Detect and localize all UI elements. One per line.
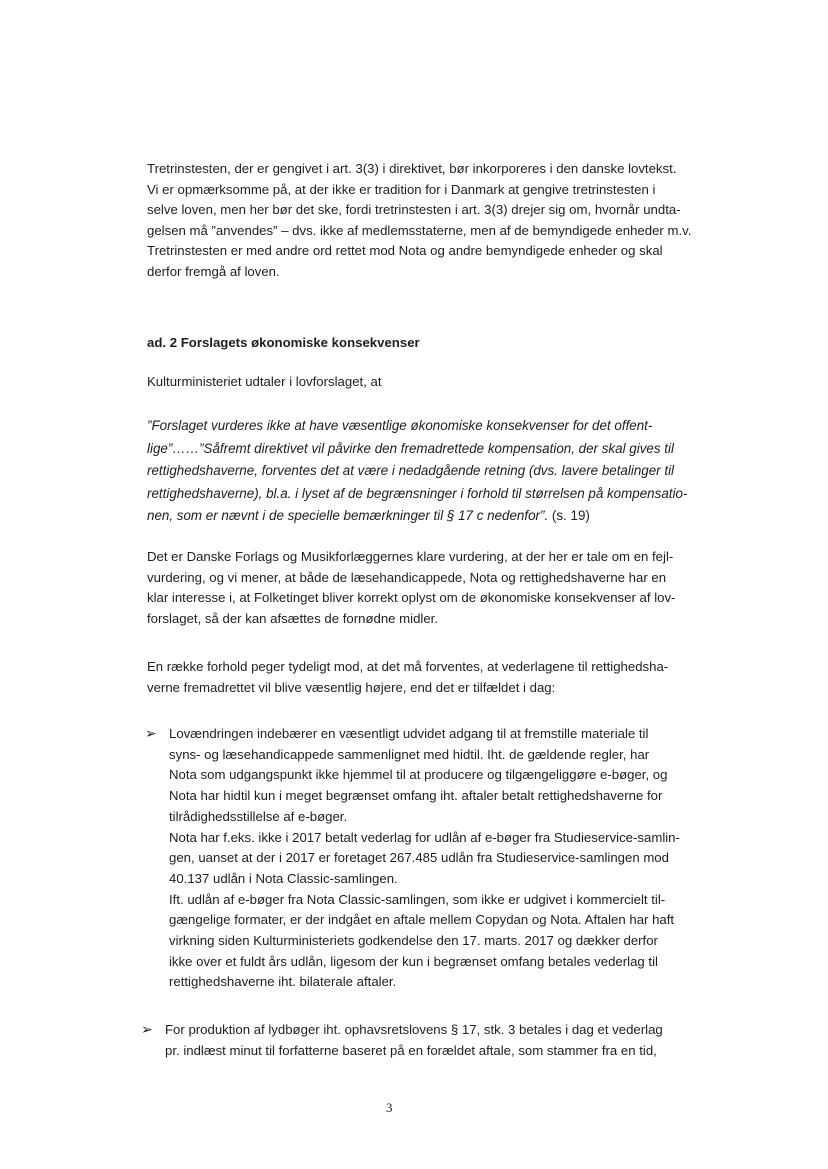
ministry-statement <box>147 372 382 393</box>
text-line: Ift. udlån af e-bøger fra Nota Classic-samlingen, som ikke er udgivet i kommercielt til- <box>169 891 666 907</box>
text-line: klar interesse i, at Folketinget bliver korrekt oplyst om de økonomiske konsekvenser af lov- <box>147 590 676 606</box>
text-line: selve loven, men her bør det ske, fordi tretrinstesten i art. 3(3) drejer sig om, hvornår undta- <box>147 202 681 218</box>
assessment-paragraph <box>147 547 675 629</box>
arrow-bullet-icon: ➢ <box>145 725 157 741</box>
arrow-bullet-icon: ➢ <box>141 1021 153 1037</box>
quote-line: lige”……”Såfremt direktivet vil påvirke den fremadrettede kompensation, der skal gives til <box>147 440 674 456</box>
quote-text: nen, som er nævnt i de specielle bemærkninger til § 17 c nedenfor”. <box>147 508 549 524</box>
text-line: 40.137 udlån i Nota Classic-samlingen. <box>169 870 398 886</box>
text-line: En række forhold peger tydeligt mod, at det må forventes, at vederlagene til rettighedsha- <box>147 659 669 674</box>
text-line: Tretrinstesten er med andre ord rettet mod Nota og andre bemyndigede enheder og skal <box>147 243 663 259</box>
text-line: gængelige formater, er der indgået en aftale mellem Copydan og Nota. Aftalen har haft <box>169 912 675 928</box>
text-line: ikke over et fuldt års udlån, ligesom der kun i begrænset omfang betales vederlag til <box>169 953 658 969</box>
text-line: forslaget, så der kan afsættes de fornødne midler. <box>147 610 439 626</box>
text-line: virkning siden Kulturministeriets godkendelse den 17. marts. 2017 og dækker derfor <box>169 933 658 949</box>
text-line: For produktion af lydbøger iht. ophavsretslovens § 17, stk. 3 betales i dag et vederlag <box>165 1022 663 1037</box>
text-line: gelsen må ”anvendes” – dvs. ikke af medlemsstaterne, men af de bemyndigede enheder m.v. <box>147 222 692 238</box>
text-line: Nota har hidtil kun i meget begrænset omfang iht. aftaler betalt rettighedshaverne for <box>169 788 663 804</box>
text-line: Nota har f.eks. ikke i 2017 betalt vederlag for udlån af e-bøger fra Studieservice-samlin- <box>169 829 680 845</box>
quote-reference: (s. 19) <box>548 508 590 524</box>
text-line: Lovændringen indebærer en væsentligt udvidet adgang til at fremstille materiale til <box>169 726 649 741</box>
text-line: rettighedshaverne iht. bilaterale aftaler. <box>169 974 397 990</box>
text-line: gen, uanset at der i 2017 er foretaget 267.485 udlån fra Studieservice-samlingen mod <box>169 850 669 866</box>
quote-line: ”Forslaget vurderes ikke at have væsentlige økonomiske konsekvenser for det offent- <box>147 418 653 433</box>
text-line: verne fremadrettet vil blive væsentlig højere, end det er tilfældet i dag: <box>147 679 556 695</box>
text-line: syns- og læsehandicappede sammenlignet med hidtil. Iht. de gældende regler, har <box>169 746 650 762</box>
text-line: Tretrinstesten, der er gengivet i art. 3(3) i direktivet, bør inkorporeres i den danske lovtekst. <box>147 161 677 176</box>
section-heading: ad. 2 Forslagets økonomiske konsekvenser <box>147 335 420 350</box>
bullet-item <box>165 1020 663 1061</box>
text-line: Kulturministeriet udtaler i lovforslaget, at <box>147 374 382 389</box>
quote-line: rettighedshaverne, forventes det at være i nedadgående retning (dvs. lavere betalinger til <box>147 463 675 479</box>
text-line: Vi er opmærksomme på, at der ikke er tradition for i Danmark at gengive tretrinstesten i <box>147 181 656 197</box>
text-line: Det er Danske Forlags og Musikforlæggernes klare vurdering, at der her er tale om en fejl- <box>147 549 674 564</box>
text-line: derfor fremgå af loven. <box>147 263 280 279</box>
text-line: pr. indlæst minut til forfatterne baseret på en forældet aftale, som stammer fra en tid, <box>165 1042 657 1058</box>
text-line: tilrådighedsstillelse af e-bøger. <box>169 808 348 824</box>
page-number: 3 <box>386 1100 393 1115</box>
text-line: vurdering, og vi mener, at både de læsehandicappede, Nota og rettighedshaverne har en <box>147 569 667 585</box>
text-line: Nota som udgangspunkt ikke hjemmel til at producere og tilgængeliggøre e-bøger, og <box>169 767 668 783</box>
quote-line: rettighedshaverne), bl.a. i lyset af de begrænsninger i forhold til størrelsen på kompensatio- <box>147 485 688 501</box>
bullet-item <box>169 724 680 993</box>
circumstances-paragraph <box>147 657 668 698</box>
intro-paragraph <box>147 159 691 283</box>
quote-line-last <box>147 505 687 528</box>
ministry-quote <box>147 415 687 528</box>
